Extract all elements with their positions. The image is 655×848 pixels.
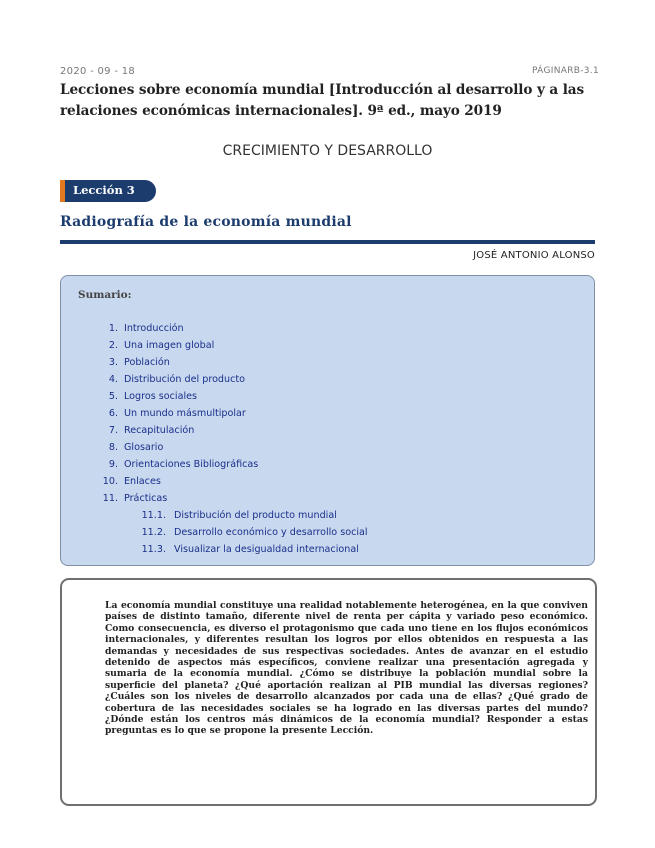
toc-item-number: 4. [108, 374, 118, 385]
toc-item-label: Una imagen global [124, 340, 215, 351]
toc-item-label: Prácticas [124, 493, 168, 504]
toc-item-number: 2. [108, 340, 118, 351]
toc-item-number: 11.3. [141, 544, 166, 555]
lesson-tab-accent [60, 180, 65, 202]
toc-item-label: Población [124, 357, 170, 368]
toc-item-number: 6. [108, 408, 118, 419]
author-name: JOSÉ ANTONIO ALONSO [473, 250, 595, 261]
toc-subitem[interactable] [61, 507, 594, 524]
toc-item-label: Visualizar la desigualdad internacional [174, 544, 359, 555]
toc-subitem[interactable] [61, 524, 594, 541]
toc-item-number: 1. [108, 323, 118, 334]
toc-item-number: 5. [108, 391, 118, 402]
summary-box [60, 275, 595, 566]
summary-label: Sumario: [78, 289, 132, 301]
toc-item[interactable] [61, 337, 594, 354]
toc-item[interactable] [61, 388, 594, 405]
toc-item-number: 10. [102, 476, 118, 487]
toc-subitem[interactable] [61, 541, 594, 558]
toc-item-number: 8. [108, 442, 118, 453]
toc-item-label: Enlaces [124, 476, 161, 487]
book-title: Lecciones sobre economía mundial [Introducción al desarrollo y a las relaciones económicas internacionales]. 9ª ed., mayo 2019 [60, 82, 585, 119]
toc-item-number: 11. [102, 493, 118, 504]
table-of-contents [61, 320, 594, 558]
section-heading: CRECIMIENTO Y DESARROLLO [222, 143, 433, 159]
lesson-tab-label: Lección 3 [73, 183, 135, 197]
toc-item[interactable] [61, 354, 594, 371]
toc-item[interactable] [61, 320, 594, 337]
toc-item-label: Recapitulación [124, 425, 195, 436]
toc-item[interactable] [61, 456, 594, 473]
lesson-title: Radiografía de la economía mundial [60, 214, 352, 230]
toc-item-number: 3. [108, 357, 118, 368]
toc-item-label: Logros sociales [124, 391, 198, 402]
toc-item-label: Desarrollo económico y desarrollo social [174, 527, 368, 538]
toc-item[interactable] [61, 405, 594, 422]
lesson-tab [60, 180, 156, 202]
toc-item[interactable] [61, 371, 594, 388]
intro-paragraph: La economía mundial constituye una realidad notablemente heterogénea, en la que conviven países de distinto tamaño, diferente nivel de renta per cápita y variado peso económico. Como consecuencia, es diverso el protagonismo que cada uno tiene en los flujos económicos internacionales, y diferentes resultan los logros por ellos obtenidos en respuesta a las demandas y necesidades de sus respectivas sociedades. Antes de avanzar en el estudio detenido de aspectos más específicos, conviene realizar una presentación agregada y sumaria de la economía mundial. ¿Cómo se distribuye la población mundial sobre la superficie del planeta? ¿Qué aportación realizan al PIB mundial las diversas regiones? ¿Cuáles son los niveles de desarrollo alcanzados por cada una de ellas? ¿Qué grado de cobertura de las necesidades sociales se ha logrado en las diversas partes del mundo? ¿Dónde están los centros más dinámicos de la economía mundial? Responder a estas preguntas es lo que se propone la presente Lección. [105, 600, 588, 737]
toc-item-number: 11.1. [141, 510, 166, 521]
toc-item[interactable] [61, 490, 594, 507]
toc-item-number: 11.2. [141, 527, 166, 538]
toc-item[interactable] [61, 473, 594, 490]
toc-item-label: Distribución del producto [124, 374, 246, 385]
toc-item-number: 7. [108, 425, 118, 436]
toc-item-number: 9. [108, 459, 118, 470]
toc-item-label: Introducción [124, 323, 184, 334]
title-rule [60, 240, 595, 244]
toc-item-label: Glosario [124, 442, 164, 453]
toc-item[interactable] [61, 422, 594, 439]
intro-box [60, 578, 597, 806]
header-page-label: PÁGINARB-3.1 [532, 66, 599, 76]
toc-item-label: Distribución del producto mundial [174, 510, 337, 521]
toc-item-label: Orientaciones Bibliográficas [124, 459, 259, 470]
header-date: 2020 - 09 - 18 [60, 66, 136, 77]
toc-item[interactable] [61, 439, 594, 456]
toc-item-label: Un mundo másmultipolar [124, 408, 246, 419]
